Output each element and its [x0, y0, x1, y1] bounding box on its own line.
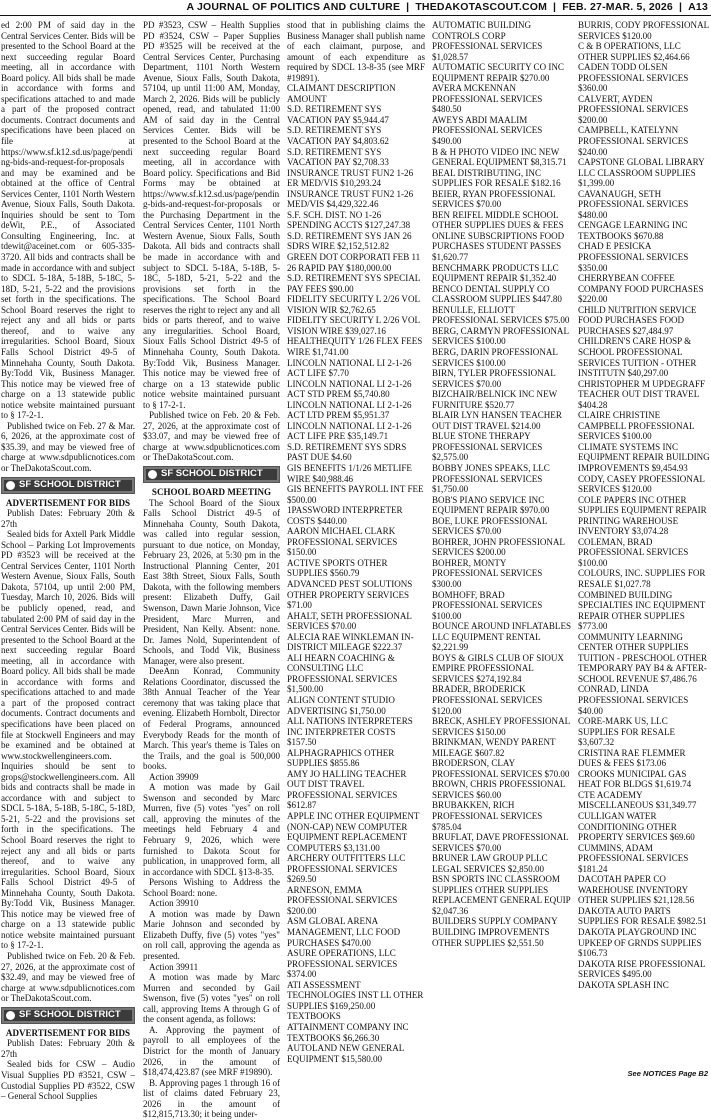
claim-entry: CTE ACADEMY MISCELLANEOUS $31,349.77: [578, 789, 697, 811]
action-number: Action 39911: [149, 961, 199, 972]
minutes-paragraph: Persons Wishing to Address the School Board: none.: [143, 877, 280, 898]
claim-entry: INSURANCE TRUST FUN2 1-26 ER MED/VIS $10,293.24: [287, 167, 414, 189]
claims-list: [578, 20, 710, 990]
claim-entry: BRINKMAN, WENDY PARENT MILEAGE $607.82: [432, 737, 556, 758]
column-4: [432, 20, 571, 1070]
claim-entry: CONRAD, LINDA PROFESSIONAL SERVICES $40.00: [578, 684, 689, 716]
claim-entry: CLAIMANT DESCRIPTION AMOUNT: [287, 83, 396, 104]
claim-entry: BOB'S PIANO SERVICE INC EQUIPMENT REPAIR $970.00: [432, 494, 550, 516]
district-logo-icon: [6, 481, 15, 490]
claims-list: [287, 83, 425, 1064]
claim-entry: INSURANCE TRUST FUN2 1-26 MED/VIS $4,429,322.46: [287, 188, 414, 210]
claim-entry: LINCOLN NATIONAL LI 2-1-26 ACT STD PREM $5,740.80: [287, 378, 412, 400]
claim-entry: BRECK, ASHLEY PROFESSIONAL SERVICES $150.00: [432, 716, 570, 737]
notice-paragraph: Sealed bids for Axtell Park Middle School – Parking Lot Improvements PD #3523 will be received at the Central Services Center, 1101 North Western Avenue, Sioux Falls, South Dakota, 57104, up until 2:00 PM, Tuesday, March 10, 2026. Bids will be publicly opened, read, and tabulated 2:00 PM of said day in the Central Services Center. Bids will be presented to the School Board at the next succeeding regular Board meeting, all in accordance with Board policy. All bids shall be made in accordance with forms and specifications attached to and made a part of the proposed contract documents. Contract documents and specifications have been placed on file at Stockwell Engineers and may be examined and be obtained at www.stockwellengineers.com. Inquiries should be sent to grops@stockwellengineers.com. All bids and contracts shall be made in accordance with and subject to SDCL 5-18A, 5-18B, 5-18C, 5-18D, 5-21, 5-22 and the provisions set forth in the specifications. The School Board reserves the right to reject any and all bids or parts thereof, and to waive any irregularities. School Board, Sioux Falls School District 49-5 of Minnehaha County, South Dakota. By:Todd Vik, Business Manager. This notice may be viewed free of charge on a 13 statewide public notice website maintained pursuant to § 17-2-1.: [1, 529, 135, 951]
claim-entry: GIS BENEFITS PAYROLL INT FEE $500.00: [287, 484, 424, 505]
minutes-paragraph: The School Board of the Sioux Falls School District 49-5 of Minnehaha County, South Dakota, was called into regular session, pursuant to due notice, on Monday, February 23, 2026, at 5:30 pm in the Instructional Planning Center, 201 East 38th Street, Sioux Falls, South Dakota, with the following members present: Elizabeth Duffy, Gail Swenson, Dawn Marie Johnson, Vice President, Marc Murren, and President, Nan Kelly. Absent: none. Dr. James Nold, Superintendent of Schools, and Todd Vik, Business Manager, were also present.: [143, 497, 280, 666]
claim-entry: AUTOMATIC SECURITY CO INC EQUIPMENT REPAIR $270.00: [432, 62, 564, 83]
claim-entry: AARON MICHAEL CLARK PROFESSIONAL SERVICES $150.00: [287, 526, 398, 558]
claim-entry: BIRN, TYLER PROFESSIONAL SERVICES $70.00: [432, 368, 556, 389]
claim-entry: AMY JO HALLING TEACHER OUT DIST TRAVEL PROFESSIONAL SERVICES $612.87: [287, 768, 407, 811]
claim-entry: ALL NATIONS INTERPRETERS INC INTERPRETER COSTS $157.50: [287, 716, 413, 748]
claim-entry: DAKOTA SPLASH INC: [578, 979, 669, 990]
claim-entry: BROWN, CHRIS PROFESSIONAL SERVICES $60.00: [432, 779, 566, 800]
column-3: [287, 20, 425, 1070]
claim-entry: BIZCHAIR/BELNICK INC NEW FURNITURE $520.77: [432, 389, 557, 410]
claim-entry: BENCO DENTAL SUPPLY CO CLASSROOM SUPPLIES $447.80: [432, 283, 562, 305]
action-number: Action 39910: [149, 898, 199, 909]
claim-entry: ASURE OPERATIONS, LLC PROFESSIONAL SERVICES $374.00: [287, 948, 398, 980]
claim-entry: CROOKS MUNICIPAL GAS HEAT FOR BLDGS $1,619.74: [578, 768, 692, 790]
column-2: [143, 20, 280, 1120]
claim-entry: CENGAGE LEARNING INC TEXTBOOKS $670.88: [578, 220, 688, 241]
claim-entry: AWEYS ABDI MAALIM PROFESSIONAL SERVICES $490.00: [432, 114, 543, 147]
claim-entry: BEN REIFEL MIDDLE SCHOOL OTHER SUPPLIES DUES & FEES ONLINE SUBSCRIPTIONS FOOD PURCHASES STUDENT PASSES $1,620.77: [432, 209, 565, 263]
notice-paragraph: PD #3523, CSW – Health Supplies PD #3524, CSW – Paper Supplies PD #3525 will be received at the Central Services Center, Purchasing Department, 1101 North Western Avenue, Sioux Falls, South Dakota, 57104, up until 11:00 AM, Monday, March 2, 2026. Bids will be publicly opened, read, and tabulated 11:00 AM of said day in the Central Services Center. Bids will be presented to the School Board at the next succeeding regular Board meeting, all in accordance with Board policy. Specifications and Bid Forms may be obtained at https://www.sf.k12.sd.us/page/pending-bids-and-request-for-proposals or the Purchasing Department in the Central Services Center, 1101 North Western Avenue, Sioux Falls, South Dakota. All bids and contracts shall be made in accordance with and subject to SDCL 5-18A, 5-18B, 5-18C, 5-18D, 5-21, 5-22 and the provisions set forth in the specifications. The School Board reserves the right to reject any and all bids or parts thereof, and to waive any irregularities. School Board, Sioux Falls School District 49-5 of Minnehaha County, South Dakota. By:Todd Vik, Business Manager. This notice may be viewed free of charge on a 13 statewide public notice website maintained pursuant to § 17-2-1.: [143, 20, 280, 410]
claim-entry: ATTAINMENT COMPANY INC TEXTBOOKS $6,266.30: [287, 1021, 409, 1043]
minutes-paragraph: A. Approving the payment of payroll to all employees of the District for the month of January 2026, in the amount of $18,474,423.87 (see MRF #19890).: [143, 1024, 280, 1078]
notice-paragraph: Sealed bids for CSW – Audio Visual Supplies PD #3521, CSW – Custodial Supplies PD #3522, CSW – General School Supplies: [1, 1059, 135, 1102]
claim-entry: CODY, CASEY PROFESSIONAL SERVICES $120.00: [578, 473, 705, 495]
claims-intro: stood that in publishing claims the Business Manager shall publish name of each claimant, purpose, and amount of each expenditure as required by SDCL 13-8-35 (see MRF #19891).: [287, 20, 425, 83]
claim-entry: COMBINED BUILDING SPECIALTIES INC EQUIPMENT REPAIR OTHER SUPPLIES $773.00: [578, 589, 706, 632]
claim-entry: GIS BENEFITS 1/1/26 METLIFE WIRE $40,988.46: [287, 462, 412, 484]
claim-entry: BOBBY JONES SPEAKS, LLC PROFESSIONAL SERVICES $1,750.00: [432, 462, 550, 495]
column-5: [578, 20, 710, 1070]
publication-note: Published twice on Feb. 27 & Mar. 6, 2026, at the approximate cost of $35.39, and may be viewed free of charge at www.sdpublicnotices.com or TheDakotaScout.com.: [1, 420, 135, 473]
publish-dates: Publish Dates: February 20th & 27th: [1, 508, 135, 529]
minutes-paragraph: DeeAnn Konrad, Community Relations Coordinator, discussed the 38th Annual Teacher of the Year ceremony that was taking place that evening. Elizabeth Hornbolt, Director of Federal Programs, announced Everybody Reads for the month of March. This year's theme is Tales on the Trails, and the goal is 500,000 books.: [143, 666, 280, 772]
claim-entry: CRISTINA RAE FLEMMER DUES & FEES $173.06: [578, 747, 686, 769]
claim-entry: BURRIS, CODY PROFESSIONAL SERVICES $120.00: [578, 20, 709, 41]
claim-entry: COMMUNITY LEARNING CENTER OTHER SUPPLIES TUITION - PRESCHOOL OTHER TEMPORARY PAY B4 & AFTER-SCHOOL REVENUE $7,486.76: [578, 631, 708, 684]
claim-entry: C & B OPERATIONS, LLC OTHER SUPPLIES $2,464.66: [578, 41, 690, 62]
header-rule: [0, 15, 711, 16]
claim-entry: DAKOTA AUTO PARTS SUPPLIES FOR RESALE $982.51: [578, 905, 707, 927]
claim-entry: BLAIR LYN HANSEN TEACHER OUT DIST TRAVEL $214.00: [432, 410, 562, 431]
claim-entry: BRUFLAT, DAVE PROFESSIONAL SERVICES $70.00: [432, 832, 569, 853]
issue-date: FEB. 27-MAR. 5, 2026: [562, 1, 673, 13]
claim-entry: S.D. RETIREMENT SYS SPECIAL PAY FEES $90.00: [287, 273, 420, 294]
claim-entry: BENCHMARK PRODUCTS LLC EQUIPMENT REPAIR $1,352.40: [432, 262, 559, 284]
claim-entry: BLUE STONE THERAPY PROFESSIONAL SERVICES $2,575.00: [432, 431, 543, 463]
claim-entry: CHRISTOPHER M UPDEGRAFF TEACHER OUT DIST TRAVEL $404.28: [578, 378, 706, 410]
claim-entry: ALI HEARN COACHING & CONSULTING LLC PROFESSIONAL SERVICES $1,500.00: [287, 652, 398, 695]
claim-entry: COLEMAN, BRAD PROFESSIONAL SERVICES $100.00: [578, 536, 689, 568]
notice-paragraph: ed 2:00 PM of said day in the Central Services Center. Bids will be presented to the School Board at the next succeeding regular Board meeting, all in accordance with Board policy. All bids shall be made in accordance with forms and specifications attached to and made a part of the proposed contract documents. Contract documents and specifications have been placed on file at https://www.sf.k12.sd.us/page/pending-bids-and-request-for-proposals and may be examined and be obtained at the office of Central Services Center, 1101 North Western Avenue, Sioux Falls, South Dakota. Inquiries should be sent to Tom deWit, P.E., of Associated Consulting Engineering, Inc. at tdewit@aceinet.com or 605-335-3720. All bids and contracts shall be made in accordance with and subject to SDCL 5-18A, 5-18B, 5-18C, 5-18D, 5-21, 5-22 and the provisions set forth in the specifications. The School Board reserves the right to reject any and all bids or parts thereof, and to waive any irregularities. School Board, Sioux Falls School District 49-5 of Minnehaha County, South Dakota. By:Todd Vik, Business Manager. This notice may be viewed free of charge on a 13 statewide public notice website maintained pursuant to § 17-2-1.: [1, 20, 135, 421]
claim-entry: BENULLE, ELLIOTT PROFESSIONAL SERVICES $75.00: [432, 304, 570, 326]
site-name: THEDAKOTASCOUT.COM: [415, 1, 548, 13]
minutes-paragraph: B. Approving pages 1 through 16 of list of claims dated February 23, 2026 in the amount of $12,815,713.30; it being under-: [143, 1077, 280, 1120]
claim-entry: BSN SPORTS INC CLASSROOM SUPPLIES OTHER SUPPLIES REPLACEMENT GENERAL EQUIP $2,047.36: [432, 874, 571, 916]
claim-entry: 1PASSWORD INTERPRETER COSTS $440.00: [287, 505, 403, 526]
claim-entry: CORE-MARK US, LLC SUPPLIES FOR RESALE $3,607.32: [578, 716, 676, 748]
claim-entry: BOE, LUKE PROFESSIONAL SERVICES $70.00: [432, 515, 548, 537]
minutes-paragraph: A motion was made by Gail Swenson and seconded by Marc Murren, five (5) votes "yes" on roll call, approving the minutes of the meetings held February 4 and February 9, 2026, which were furnished to Dakota Scout for publication, in unapproved form, all in accordance with SDCL §13-8-35.: [143, 782, 280, 877]
claim-entry: COLOURS, INC. SUPPLIES FOR RESALE $1,027.78: [578, 568, 706, 589]
publication-tagline: A JOURNAL OF POLITICS AND CULTURE: [186, 1, 401, 13]
publish-dates: Publish Dates: February 20th & 27th: [1, 1038, 135, 1059]
minutes-paragraph: A motion was made by Marc Murren and seconded by Gail Swenson, five (5) votes "yes" on roll call, approving Items A through G of the consent agenda, as follows:: [143, 972, 280, 1025]
claim-entry: CALVERT, AYDEN PROFESSIONAL SERVICES $200.00: [578, 93, 689, 125]
claim-entry: BOHRER, JOHN PROFESSIONAL SERVICES $200.00: [432, 536, 565, 558]
claim-entry: HEALTHEQUITY 1/26 FLEX FEES WIRE $1,741.00: [287, 336, 423, 357]
claim-entry: CLAIRE CHRISTINE CAMPBELL PROFESSIONAL SERVICES $100.00: [578, 410, 695, 442]
publication-note: Published twice on Feb. 20 & Feb. 27, 2026, at the approximate cost of $33.07, and may be viewed free of charge at www.sdpublicnotices.com or TheDakotaScout.com.: [143, 410, 280, 463]
claim-entry: S.D. RETIREMENT SYS VACATION PAY $5,944.47: [287, 104, 389, 125]
notice-heading: ADVERTISEMENT FOR BIDS: [5, 497, 131, 508]
claim-entry: CUMMINS, ADAM PROFESSIONAL SERVICES $181.24: [578, 842, 689, 874]
claim-entry: BRODERSON, CLAY PROFESSIONAL SERVICES $70.00: [432, 758, 570, 779]
claim-entry: FIDELITY SECURITY L 2/26 VOL VISION WIR $2,762.65: [287, 294, 420, 315]
claim-entry: LINCOLN NATIONAL LI 2-1-26 ACT LIFE $7.70: [287, 357, 412, 379]
claim-entry: GREEN DOT CORPORATI FEB 11 26 RAPID PAY $180,000.00: [287, 252, 421, 273]
notice-heading: ADVERTISEMENT FOR BIDS: [5, 1027, 131, 1038]
claim-entry: BOUNCE AROUND INFLATABLES LLC EQUIPMENT RENTAL $2,221.99: [432, 621, 572, 653]
claim-entry: TEXTBOOKS: [287, 1011, 341, 1022]
claim-entry: AUTOMATIC BUILDING CONTROLS CORP PROFESSIONAL SERVICES $1,028.57: [432, 20, 543, 62]
claim-entry: ARNESON, EMMA PROFESSIONAL SERVICES $200.00: [287, 884, 398, 916]
claim-entry: CHAD E PESICKA PROFESSIONAL SERVICES $350.00: [578, 241, 689, 273]
claim-entry: S.D. RETIREMENT SYS VACATION PAY $4,803.62: [287, 125, 389, 147]
claim-entry: BUILDERS SUPPLY COMPANY BUILDING IMPROVEMENTS OTHER SUPPLIES $2,551.50: [432, 916, 558, 948]
claim-entry: AVERA MCKENNAN PROFESSIONAL SERVICES $480.50: [432, 83, 543, 115]
claim-entry: CHILDREN'S CARE HOSP & SCHOOL PROFESSIONAL SERVICES TUITION - OTHER INSTITUTN $40,297.00: [578, 336, 697, 379]
claim-entry: S.D. RETIREMENT SYS VACATION PAY $2,708.33: [287, 146, 389, 168]
section-banner: SF SCHOOL DISTRICT: [1, 477, 135, 494]
claim-entry: ADVANCED PEST SOLUTIONS OTHER PROPERTY SERVICES $71.00: [287, 578, 413, 611]
claim-entry: DAKOTA PLAYGROUND INC UPKEEP OF GRNDS SUPPLIES $106.73: [578, 927, 702, 959]
claim-entry: S.F. SCH. DIST. NO 1-26 SPENDING ACCTS $127,247.38: [287, 209, 411, 231]
claim-entry: BOYS & GIRLS CLUB OF SIOUX EMPIRE PROFESSIONAL SERVICES $274,192.84: [432, 652, 564, 684]
minutes-paragraph: A motion was made by Dawn Marie Johnson and seconded by Elizabeth Duffy, five (5) votes "yes" on roll call, approving the agenda as presented.: [143, 908, 280, 962]
claim-entry: BOHRER, MONTY PROFESSIONAL SERVICES $300.00: [432, 557, 543, 589]
column-1: [1, 20, 135, 1102]
claim-entry: CADEN TODD OLSEN PROFESSIONAL SERVICES $360.00: [578, 62, 689, 94]
claim-entry: AUTOLAND NEW GENERAL EQUIPMENT $15,580.00: [287, 1043, 404, 1064]
district-logo-icon: [148, 470, 157, 479]
claim-entry: S.D. RETIREMENT SYS JAN 26 SDRS WIRE $2,152,512.82: [287, 230, 412, 252]
claim-entry: CAVANAUGH, SETH PROFESSIONAL SERVICES $480.00: [578, 188, 689, 220]
notice-heading: SCHOOL BOARD MEETING: [151, 486, 272, 497]
page-header: A JOURNAL OF POLITICS AND CULTURE | THEDAKOTASCOUT.COM | FEB. 27-MAR. 5, 2026 | A13: [186, 1, 708, 13]
claim-entry: BRUNER LAW GROUP PLLC LEGAL SERVICES $2,850.00: [432, 853, 548, 874]
claim-entry: BERG, CARMYN PROFESSIONAL SERVICES $100.00: [432, 325, 569, 347]
claim-entry: BEAL DISTRIBUTING, INC SUPPLIES FOR RESALE $182.16: [432, 167, 561, 189]
claim-entry: LINCOLN NATIONAL LI 2-1-26 ACT LIFE PRE $35,149.71: [287, 420, 412, 442]
claim-entry: ARCHERY OUTFITTERS LLC PROFESSIONAL SERVICES $269.50: [287, 853, 406, 885]
claim-entry: DACOTAH PAPER CO WAREHOUSE INVENTORY OTHER SUPPLIES $21,128.56: [578, 874, 695, 906]
claim-entry: LINCOLN NATIONAL LI 2-1-26 ACT LTD PREM $5,951.37: [287, 399, 412, 421]
claim-entry: FIDELITY SECURITY L 2/26 VOL VISION WIRE $39,027.16: [287, 315, 420, 336]
claim-entry: S.D. RETIREMENT SYS SDRS PAST DUE $4.60: [287, 441, 407, 463]
claim-entry: ALPHAGRAPHICS OTHER SUPPLIES $855.86: [287, 747, 395, 769]
claim-entry: BERG, DARIN PROFESSIONAL SERVICES $100.00: [432, 346, 558, 368]
claim-entry: COLE PAPERS INC OTHER SUPPLIES EQUIPMENT REPAIR PRINTING WAREHOUSE INVENTORY $3,074.28: [578, 494, 707, 537]
district-logo-icon: [6, 1011, 15, 1020]
claim-entry: CLIMATE SYSTEMS INC EQUIPMENT REPAIR BUILDING IMPROVEMENTS $9,454.93: [578, 441, 710, 473]
claim-entry: CULLIGAN WATER CONDITIONING OTHER PROPERTY SERVICES $69.60: [578, 811, 695, 843]
claim-entry: ATI ASSESSMENT TECHNOLOGIES INST LL OTHER SUPPLIES $169,250.00: [287, 979, 424, 1011]
action-number: Action 39909: [149, 771, 199, 782]
claim-entry: BOMHOFF, BRAD PROFESSIONAL SERVICES $100.00: [432, 589, 543, 621]
claim-entry: CHERRYBEAN COFFEE COMPANY FOOD PURCHASES $220.00: [578, 273, 704, 305]
claim-entry: ALECIA RAE WINKLEMAN IN-DISTRICT MILEAGE $222.37: [287, 631, 414, 653]
claim-entry: B & H PHOTO VIDEO INC NEW GENERAL EQUIPMENT $8,315.71: [432, 146, 567, 168]
page-number: A13: [688, 1, 708, 13]
claim-entry: CHILD NUTRITION SERVICE FOOD PURCHASES FOOD PURCHASES $27,484.97: [578, 304, 697, 336]
claim-entry: DAKOTA RISE PROFESSIONAL SERVICES $495.00: [578, 958, 706, 980]
section-banner: SF SCHOOL DISTRICT: [143, 466, 280, 483]
claim-entry: AHALT, SETH PROFESSIONAL SERVICES $70.00: [287, 610, 412, 632]
continued-notice: See NOTICES Page B2: [627, 1069, 708, 1078]
claim-entry: CAPSTONE GLOBAL LIBRARY LLC CLASSROOM SUPPLIES $1,399.00: [578, 157, 705, 189]
claim-entry: BRUBAKKEN, RICH PROFESSIONAL SERVICES $785.04: [432, 800, 543, 832]
claim-entry: ASM GLOBAL ARENA MANAGEMENT, LLC FOOD PURCHASES $470.00: [287, 916, 401, 948]
claim-entry: ACTIVE SPORTS OTHER SUPPLIES $560.79: [287, 557, 388, 579]
claim-entry: BEIER, RYAN PROFESSIONAL SERVICES $70.00: [432, 188, 556, 210]
claim-entry: CAMPBELL, KATELYNN PROFESSIONAL SERVICES $240.00: [578, 125, 689, 157]
publication-note: Published twice on Feb. 20 & Feb. 27, 2026, at the approximate cost of $32.49, and may be viewed free of charge at www.sdpublicnotices.com or TheDakotaScout.com.: [1, 951, 135, 1004]
claim-entry: BRADER, BRODERICK PROFESSIONAL SERVICES $120.00: [432, 684, 543, 716]
claim-entry: APPLE INC OTHER EQUIPMENT (NON-CAP) NEW COMPUTER EQUIPMENT REPLACEMENT COMPUTERS $3,131.00: [287, 811, 420, 853]
claims-list: [432, 20, 571, 948]
section-banner: SF SCHOOL DISTRICT: [1, 1007, 135, 1024]
claim-entry: ALIGN CONTENT STUDIO ADVERTISING $1,750.00: [287, 695, 395, 716]
